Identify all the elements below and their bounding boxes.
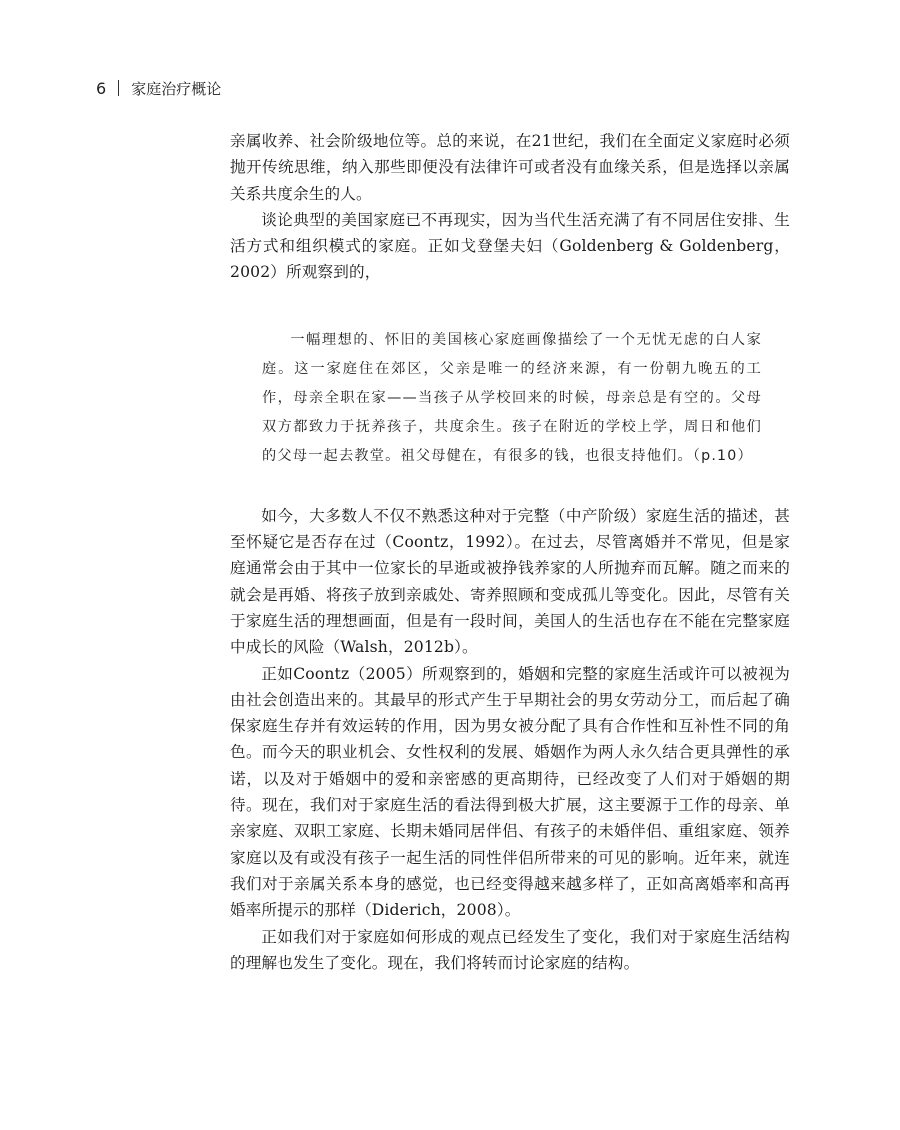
block-quote: 一幅理想的、怀旧的美国核心家庭画像描绘了一个无忧无虑的白人家庭。这一家庭住在郊区，父亲是唯一的经济来源，有一份朝九晚五的工作，母亲全职在家——当孩子从学校回来的时候，母亲总是有空的。父母双方都致力于抚养孩子，共度余生。孩子在附近的学校上学，周日和他们的父母一起去教堂。祖父母健在，有很多的钱，也很支持他们。（p.10）	[262, 331, 762, 464]
body-paragraph-2: 谈论典型的美国家庭已不再现实，因为当代生活充满了有不同居住安排、生活方式和组织模式的家庭。正如戈登堡夫妇（Goldenberg & Goldenberg，2002）所观察到的，	[230, 210, 790, 282]
body-paragraph-5: 正如我们对于家庭如何形成的观点已经发生了变化，我们对于家庭生活结构的理解也发生了变化。现在，我们将转而讨论家庭的结构。	[230, 927, 790, 972]
running-header	[96, 74, 221, 102]
header-divider	[118, 80, 119, 96]
body-paragraph-4: 正如Coontz（2005）所观察到的，婚姻和完整的家庭生活或许可以被视为由社会创造出来的。其最早的形式产生于早期社会的男女劳动分工，而后起了确保家庭生存并有效运转的作用，因为男女被分配了具有合作性和互补性不同的角色。而今天的职业机会、女性权利的发展、婚姻作为两人永久结合更具弹性的承诺，以及对于婚姻中的爱和亲密感的更高期待，已经改变了人们对于婚姻的期待。现在，我们对于家庭生活的看法得到极大扩展，这主要源于工作的母亲、单亲家庭、双职工家庭、长期未婚同居伴侣、有孩子的未婚伴侣、重组家庭、领养家庭以及有或没有孩子一起生活的同性伴侣所带来的可见的影响。近年来，就连我们对于亲属关系本身的感觉，也已经变得越来越多样了，正如高离婚率和高再婚率所提示的那样（Diderich，2008）。	[230, 664, 790, 920]
chapter-title: 家庭治疗概论	[131, 79, 222, 98]
page-number: 6	[96, 78, 107, 98]
page-body	[230, 128, 790, 976]
body-paragraph-1: 亲属收养、社会阶级地位等。总的来说，在21世纪，我们在全面定义家庭时必须抛开传统思维，纳入那些即便没有法律许可或者没有血缘关系，但是选择以亲属关系共度余生的人。	[230, 132, 790, 203]
body-paragraph-3: 如今，大多数人不仅不熟悉这种对于完整（中产阶级）家庭生活的描述，甚至怀疑它是否存在过（Coontz，1992）。在过去，尽管离婚并不常见，但是家庭通常会由于其中一位家长的早逝或被挣钱养家的人所抛弃而瓦解。随之而来的就会是再婚、将孩子放到亲戚处、寄养照顾和变成孤儿等变化。因此，尽管有关于家庭生活的理想画面，但是有一段时间，美国人的生活也存在不能在完整家庭中成长的风险（Walsh，2012b）。	[230, 506, 790, 657]
